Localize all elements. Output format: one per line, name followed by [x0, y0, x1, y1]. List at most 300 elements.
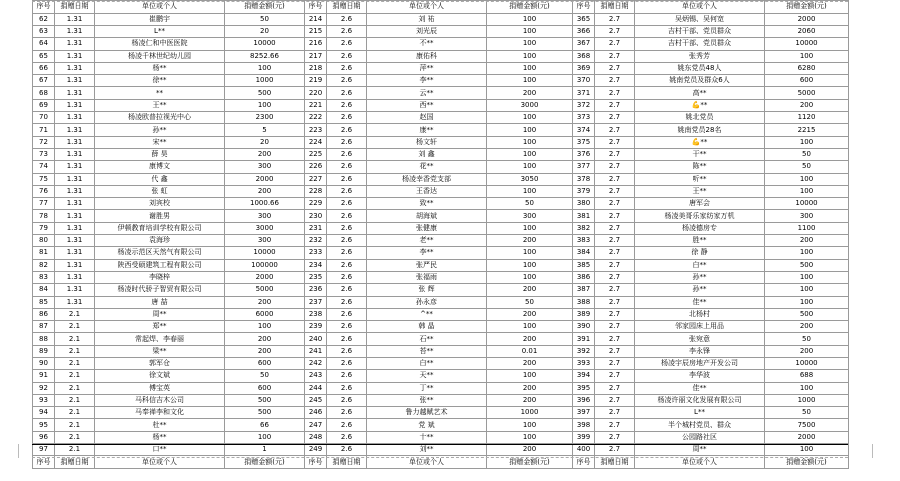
- table-cell: 马奉禅李和文化: [95, 407, 225, 419]
- table-cell: 96: [33, 431, 55, 443]
- table-cell: 2.6: [327, 148, 367, 160]
- table-cell: L**: [635, 407, 765, 419]
- column-header: 序号: [305, 1, 327, 14]
- table-cell: 1.31: [55, 198, 95, 210]
- table-cell: 246: [305, 407, 327, 419]
- table-cell: 杨文轩: [367, 136, 487, 148]
- table-cell: 92: [33, 382, 55, 394]
- table-cell: 周**: [95, 308, 225, 320]
- table-cell: 500: [225, 394, 305, 406]
- table-cell: 200: [225, 345, 305, 357]
- table-cell: 2.7: [595, 358, 635, 370]
- table-cell: 200: [487, 382, 573, 394]
- table-row: [33, 38, 849, 50]
- table-cell: 常起焊、李春丽: [95, 333, 225, 345]
- table-row: [33, 136, 849, 148]
- table-cell: 600: [225, 358, 305, 370]
- table-cell: 谢胜男: [95, 210, 225, 222]
- column-footer: 捐赠金额(元): [487, 456, 573, 469]
- table-cell: 100: [487, 431, 573, 443]
- table-cell: 致**: [367, 198, 487, 210]
- table-cell: 2.6: [327, 345, 367, 357]
- table-cell: 2.7: [595, 271, 635, 283]
- table-cell: 1.31: [55, 259, 95, 271]
- table-cell: 姚东党员48人: [635, 62, 765, 74]
- table-cell: 235: [305, 271, 327, 283]
- table-cell: 2.7: [595, 419, 635, 431]
- table-cell: 王香达: [367, 185, 487, 197]
- table-cell: 10000: [765, 358, 849, 370]
- table-cell: 100: [487, 50, 573, 62]
- table-cell: 3050: [487, 173, 573, 185]
- table-cell: 100: [487, 161, 573, 173]
- table-cell: 杜**: [95, 419, 225, 431]
- table-cell: 2.6: [327, 444, 367, 456]
- table-cell: 2.7: [595, 296, 635, 308]
- table-cell: 2.6: [327, 222, 367, 234]
- table-cell: 杨**: [95, 62, 225, 74]
- table-cell: 100: [487, 370, 573, 382]
- table-cell: 丁**: [367, 382, 487, 394]
- column-footer: 捐赠日期: [327, 456, 367, 469]
- table-cell: 1.31: [55, 38, 95, 50]
- column-footer: 序号: [33, 456, 55, 469]
- table-row: [33, 370, 849, 382]
- table-cell: 2.7: [595, 333, 635, 345]
- table-cell: 孙**: [635, 284, 765, 296]
- table-cell: 💪**: [635, 136, 765, 148]
- table-cell: 200: [225, 296, 305, 308]
- table-cell: 300: [487, 210, 573, 222]
- table-cell: 100: [225, 99, 305, 111]
- table-cell: 1000.66: [225, 198, 305, 210]
- table-cell: 5000: [765, 87, 849, 99]
- table-cell: 伊顿教育培训学校有限公司: [95, 222, 225, 234]
- table-cell: 90: [33, 358, 55, 370]
- table-cell: 2.6: [327, 173, 367, 185]
- table-cell: 党 斌: [367, 419, 487, 431]
- table-cell: 100: [765, 50, 849, 62]
- table-cell: 79: [33, 222, 55, 234]
- table-cell: 2.1: [55, 321, 95, 333]
- table-cell: 221: [305, 99, 327, 111]
- table-cell: 王**: [635, 185, 765, 197]
- table-cell: 386: [573, 271, 595, 283]
- table-cell: 228: [305, 185, 327, 197]
- table-cell: 94: [33, 407, 55, 419]
- table-cell: 200: [225, 333, 305, 345]
- table-cell: 2000: [225, 173, 305, 185]
- table-cell: 2300: [225, 112, 305, 124]
- table-cell: 2.7: [595, 345, 635, 357]
- table-cell: 388: [573, 296, 595, 308]
- table-cell: 2.6: [327, 308, 367, 320]
- table-cell: 2.6: [327, 185, 367, 197]
- table-row: [33, 333, 849, 345]
- table-cell: 244: [305, 382, 327, 394]
- table-cell: 徐**: [95, 75, 225, 87]
- table-cell: 2.6: [327, 419, 367, 431]
- table-cell: 2.6: [327, 370, 367, 382]
- table-cell: 200: [487, 333, 573, 345]
- table-cell: 366: [573, 25, 595, 37]
- table-cell: 1.31: [55, 173, 95, 185]
- table-cell: 2.6: [327, 13, 367, 25]
- table-header-row: [33, 1, 849, 14]
- column-header: 捐赠日期: [55, 1, 95, 14]
- table-cell: 392: [573, 345, 595, 357]
- table-cell: 100: [765, 247, 849, 259]
- table-cell: 薛 昊: [95, 148, 225, 160]
- table-cell: 天**: [367, 370, 487, 382]
- table-cell: 227: [305, 173, 327, 185]
- table-cell: 2.7: [595, 161, 635, 173]
- table-cell: 代 鑫: [95, 173, 225, 185]
- table-cell: 2215: [765, 124, 849, 136]
- table-cell: 391: [573, 333, 595, 345]
- table-cell: 1.31: [55, 210, 95, 222]
- column-header: 捐赠日期: [595, 1, 635, 14]
- table-cell: 376: [573, 148, 595, 160]
- table-cell: 2.7: [595, 75, 635, 87]
- table-cell: 373: [573, 112, 595, 124]
- table-row: [33, 284, 849, 296]
- table-cell: 邻家园床上用品: [635, 321, 765, 333]
- table-cell: 2.1: [55, 444, 95, 456]
- table-cell: 唐 喆: [95, 296, 225, 308]
- table-cell: 100: [487, 148, 573, 160]
- table-cell: 张秀芳: [635, 50, 765, 62]
- table-cell: 97: [33, 444, 55, 456]
- table-cell: 1: [225, 444, 305, 456]
- table-cell: 219: [305, 75, 327, 87]
- column-header: 序号: [33, 1, 55, 14]
- table-cell: 刘**: [367, 444, 487, 456]
- table-cell: 2.7: [595, 308, 635, 320]
- table-cell: 85: [33, 296, 55, 308]
- table-cell: 100: [487, 247, 573, 259]
- table-cell: 2.6: [327, 136, 367, 148]
- table-row: [33, 431, 849, 443]
- table-cell: 370: [573, 75, 595, 87]
- table-cell: 半个城村党员、群众: [635, 419, 765, 431]
- table-cell: 1.31: [55, 50, 95, 62]
- table-cell: 杨凌仁和中医医院: [95, 38, 225, 50]
- table-cell: 600: [765, 75, 849, 87]
- table-cell: 379: [573, 185, 595, 197]
- table-cell: 64: [33, 38, 55, 50]
- table-cell: 10000: [225, 247, 305, 259]
- table-cell: 200: [487, 308, 573, 320]
- table-cell: 2.6: [327, 198, 367, 210]
- table-cell: 216: [305, 38, 327, 50]
- table-cell: 刘 祐: [367, 13, 487, 25]
- table-cell: 393: [573, 358, 595, 370]
- table-body: [33, 13, 849, 456]
- table-row: [33, 296, 849, 308]
- table-cell: 226: [305, 161, 327, 173]
- table-cell: 77: [33, 198, 55, 210]
- table-cell: 200: [487, 394, 573, 406]
- table-row: [33, 25, 849, 37]
- table-cell: 1.31: [55, 112, 95, 124]
- table-cell: 白**: [635, 259, 765, 271]
- table-cell: 374: [573, 124, 595, 136]
- column-footer: 单位或个人: [95, 456, 225, 469]
- table-cell: 2.6: [327, 112, 367, 124]
- table-cell: 姚北党员: [635, 112, 765, 124]
- table-cell: 李**: [367, 247, 487, 259]
- table-cell: 71: [33, 124, 55, 136]
- table-cell: 100: [225, 321, 305, 333]
- table-cell: 李晓梓: [95, 271, 225, 283]
- table-row: [33, 382, 849, 394]
- table-cell: 2.6: [327, 284, 367, 296]
- table-cell: 2.6: [327, 25, 367, 37]
- table-cell: 100: [487, 62, 573, 74]
- table-row: [33, 198, 849, 210]
- table-cell: 2.6: [327, 210, 367, 222]
- table-cell: 1.31: [55, 284, 95, 296]
- table-cell: 371: [573, 87, 595, 99]
- table-cell: 赵国: [367, 112, 487, 124]
- table-cell: 老**: [367, 235, 487, 247]
- table-row: [33, 345, 849, 357]
- table-cell: 1000: [765, 394, 849, 406]
- table-row: [33, 161, 849, 173]
- table-cell: 张宛意: [635, 333, 765, 345]
- table-cell: 2.7: [595, 25, 635, 37]
- table-cell: 300: [225, 210, 305, 222]
- table-cell: 394: [573, 370, 595, 382]
- table-cell: 233: [305, 247, 327, 259]
- table-cell: 100: [765, 296, 849, 308]
- column-header: 单位或个人: [635, 1, 765, 14]
- table-cell: 89: [33, 345, 55, 357]
- table-cell: 384: [573, 247, 595, 259]
- table-cell: 200: [487, 444, 573, 456]
- table-cell: 2.1: [55, 345, 95, 357]
- table-cell: 2.7: [595, 198, 635, 210]
- table-cell: 2.7: [595, 99, 635, 111]
- table-cell: 500: [225, 87, 305, 99]
- table-cell: 张福雨: [367, 271, 487, 283]
- table-row: [33, 210, 849, 222]
- table-cell: 1.31: [55, 13, 95, 25]
- table-row: [33, 112, 849, 124]
- table-cell: 375: [573, 136, 595, 148]
- table-cell: 2.7: [595, 148, 635, 160]
- table-cell: 北杨村: [635, 308, 765, 320]
- table-cell: 2.7: [595, 370, 635, 382]
- table-cell: 康佑科: [367, 50, 487, 62]
- table-cell: 2.7: [595, 259, 635, 271]
- table-cell: 苔**: [367, 345, 487, 357]
- table-row: [33, 247, 849, 259]
- table-cell: 2.1: [55, 333, 95, 345]
- table-cell: 2.6: [327, 431, 367, 443]
- table-cell: 2.6: [327, 407, 367, 419]
- column-footer: 序号: [305, 456, 327, 469]
- table-cell: 231: [305, 222, 327, 234]
- table-cell: 82: [33, 259, 55, 271]
- table-cell: 50: [765, 148, 849, 160]
- table-cell: 张 虹: [95, 185, 225, 197]
- table-cell: 500: [765, 308, 849, 320]
- table-cell: 243: [305, 370, 327, 382]
- table-cell: 369: [573, 62, 595, 74]
- table-cell: 1.31: [55, 185, 95, 197]
- table-cell: 2.7: [595, 13, 635, 25]
- table-cell: 2.6: [327, 50, 367, 62]
- table-cell: 100: [765, 185, 849, 197]
- table-cell: 袁海珍: [95, 235, 225, 247]
- table-cell: 68: [33, 87, 55, 99]
- table-cell: 李永锋: [635, 345, 765, 357]
- table-cell: 100: [487, 75, 573, 87]
- table-cell: 100: [487, 112, 573, 124]
- table-cell: 72: [33, 136, 55, 148]
- table-cell: 100: [487, 259, 573, 271]
- column-footer: 序号: [573, 456, 595, 469]
- table-cell: 73: [33, 148, 55, 160]
- table-cell: 76: [33, 185, 55, 197]
- table-cell: 100: [765, 382, 849, 394]
- table-cell: 396: [573, 394, 595, 406]
- table-cell: 2.7: [595, 210, 635, 222]
- table-cell: 688: [765, 370, 849, 382]
- column-header: 捐赠日期: [327, 1, 367, 14]
- table-cell: 李**: [367, 75, 487, 87]
- table-cell: 200: [487, 358, 573, 370]
- table-cell: 郭军仓: [95, 358, 225, 370]
- table-cell: 500: [765, 259, 849, 271]
- table-cell: 口**: [95, 444, 225, 456]
- table-cell: 217: [305, 50, 327, 62]
- table-cell: 杨凌宇辰房地产开发公司: [635, 358, 765, 370]
- table-cell: 李华波: [635, 370, 765, 382]
- table-cell: 💪**: [635, 99, 765, 111]
- table-cell: 杨凌千林世纪幼儿园: [95, 50, 225, 62]
- table-cell: 300: [225, 235, 305, 247]
- table-cell: 63: [33, 25, 55, 37]
- table-cell: 100000: [225, 259, 305, 271]
- table-cell: 400: [573, 444, 595, 456]
- table-cell: 95: [33, 419, 55, 431]
- column-footer: 单位或个人: [367, 456, 487, 469]
- table-row: [33, 87, 849, 99]
- table-cell: 50: [487, 198, 573, 210]
- table-cell: 傅宝英: [95, 382, 225, 394]
- table-cell: 2.7: [595, 222, 635, 234]
- table-cell: 3000: [487, 99, 573, 111]
- table-cell: 229: [305, 198, 327, 210]
- table-cell: 378: [573, 173, 595, 185]
- table-cell: 云**: [367, 87, 487, 99]
- table-cell: 390: [573, 321, 595, 333]
- table-cell: 周**: [635, 444, 765, 456]
- table-cell: 5: [225, 124, 305, 136]
- table-cell: 吉村干部、党员群众: [635, 25, 765, 37]
- table-cell: 2.7: [595, 444, 635, 456]
- table-cell: 杨**: [95, 431, 225, 443]
- table-cell: 237: [305, 296, 327, 308]
- table-cell: 杨凌美哥乐家纺家万机: [635, 210, 765, 222]
- table-cell: 200: [487, 235, 573, 247]
- table-cell: 2.7: [595, 284, 635, 296]
- table-cell: 100: [225, 431, 305, 443]
- table-cell: 397: [573, 407, 595, 419]
- table-cell: 382: [573, 222, 595, 234]
- table-cell: 1.31: [55, 99, 95, 111]
- table-row: [33, 394, 849, 406]
- table-cell: 1100: [765, 222, 849, 234]
- table-cell: 西**: [367, 99, 487, 111]
- column-header: 捐赠金额(元): [487, 1, 573, 14]
- table-cell: 78: [33, 210, 55, 222]
- table-cell: 6280: [765, 62, 849, 74]
- column-footer: 捐赠金额(元): [225, 456, 305, 469]
- table-cell: 234: [305, 259, 327, 271]
- table-cell: 崔鹏宇: [95, 13, 225, 25]
- table-cell: 2.6: [327, 358, 367, 370]
- table-cell: 100: [487, 136, 573, 148]
- table-row: [33, 259, 849, 271]
- table-cell: 白**: [367, 358, 487, 370]
- table-cell: 杨凌示范区天然气有限公司: [95, 247, 225, 259]
- table-cell: 223: [305, 124, 327, 136]
- table-cell: 2.6: [327, 321, 367, 333]
- table-cell: 张健康: [367, 222, 487, 234]
- table-cell: 241: [305, 345, 327, 357]
- table-cell: 1120: [765, 112, 849, 124]
- table-row: [33, 419, 849, 431]
- table-cell: 公园路社区: [635, 431, 765, 443]
- column-footer: 单位或个人: [635, 456, 765, 469]
- table-cell: 2.7: [595, 407, 635, 419]
- table-cell: 2.6: [327, 394, 367, 406]
- table-cell: 2.6: [327, 124, 367, 136]
- table-cell: 2.6: [327, 333, 367, 345]
- table-cell: 1.31: [55, 75, 95, 87]
- table-row: [33, 173, 849, 185]
- table-cell: 70: [33, 112, 55, 124]
- table-cell: 222: [305, 112, 327, 124]
- table-cell: 吉村干部、党员群众: [635, 38, 765, 50]
- page-corner-mark: [18, 444, 19, 458]
- table-cell: 236: [305, 284, 327, 296]
- table-cell: 220: [305, 87, 327, 99]
- table-cell: 刘 鑫: [367, 148, 487, 160]
- table-cell: 248: [305, 431, 327, 443]
- table-cell: 200: [487, 87, 573, 99]
- table-cell: 600: [225, 382, 305, 394]
- table-cell: 224: [305, 136, 327, 148]
- table-cell: 383: [573, 235, 595, 247]
- table-cell: 2.6: [327, 87, 367, 99]
- table-cell: 郑**: [95, 321, 225, 333]
- table-cell: 74: [33, 161, 55, 173]
- table-cell: 5000: [225, 284, 305, 296]
- table-cell: 242: [305, 358, 327, 370]
- table-row: [33, 235, 849, 247]
- table-cell: 87: [33, 321, 55, 333]
- table-cell: 200: [225, 148, 305, 160]
- table-cell: 韩 晶: [367, 321, 487, 333]
- table-cell: 2.7: [595, 62, 635, 74]
- table-cell: 胡海斌: [367, 210, 487, 222]
- table-cell: 张**: [367, 394, 487, 406]
